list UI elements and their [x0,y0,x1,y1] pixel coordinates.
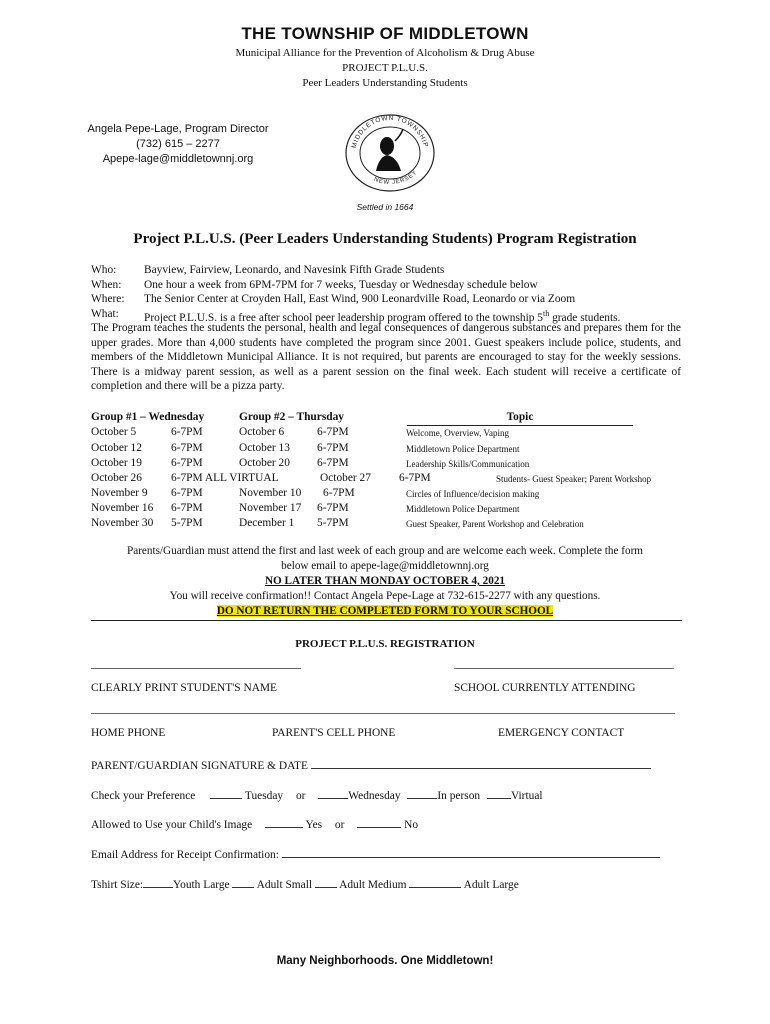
schedule-table [0,411,770,541]
info-label-what: What: [91,307,119,320]
preference-row [91,787,543,802]
schedule-g2-date: December 1 [239,517,295,529]
schedule-g2-date: October 27 [320,472,371,484]
schedule-g2-time: 6-7PM [317,426,349,438]
school-line[interactable] [454,668,674,669]
youth-large-option: Youth Large [173,879,230,891]
yes-option: Yes [305,819,323,831]
subtitle-project: PROJECT P.L.U.S. [342,62,428,74]
schedule-topic: Students- Guest Speaker; Parent Workshop [496,474,652,484]
email-label: Email Address for Receipt Confirmation: [91,849,279,861]
image-or: or [334,819,345,831]
contact-name: Angela Pepe-Lage, Program Director [87,123,269,135]
schedule-topic: Welcome, Overview, Vaping [406,428,509,438]
schedule-header-group2: Group #2 – Thursday [239,411,344,423]
in-person-blank[interactable] [407,787,437,799]
footer-slogan: Many Neighborhoods. One Middletown! [276,955,494,967]
school-label: SCHOOL CURRENTLY ATTENDING [454,682,636,694]
image-consent-label: Allowed to Use your Child's Image [91,819,253,831]
schedule-g1-time: 6-7PM ALL VIRTUAL [171,472,279,484]
wednesday-blank[interactable] [318,787,348,799]
notice-deadline: NO LATER THAN MONDAY OCTOBER 4, 2021 [264,575,506,587]
schedule-g1-date: October 26 [91,472,142,484]
no-blank[interactable] [357,816,401,828]
tuesday-blank[interactable] [210,787,242,799]
schedule-g2-time: 6-7PM [399,472,431,484]
contact-phone: (732) 615 – 2277 [136,138,220,150]
schedule-topic: Circles of Influence/decision making [406,489,540,499]
yes-blank[interactable] [265,816,303,828]
email-row [91,846,660,861]
page-title: THE TOWNSHIP OF MIDDLETOWN [241,24,529,43]
schedule-g1-date: November 9 [91,487,148,499]
schedule-g2-date: November 10 [239,487,302,499]
form-title: PROJECT P.L.U.S. REGISTRATION [295,638,475,650]
schedule-g1-time: 6-7PM [171,442,203,454]
schedule-g1-date: October 12 [91,442,142,454]
adult-large-blank[interactable] [409,876,461,888]
tshirt-label: Tshirt Size: [91,879,144,891]
emergency-contact-label: EMERGENCY CONTACT [498,727,625,739]
subtitle-peer-leaders: Peer Leaders Understanding Students [302,77,468,89]
schedule-g2-date: November 17 [239,502,302,514]
adult-medium-option: Adult Medium [339,879,407,891]
seal-top-text: MIDDLETOWN TOWNSHIP [350,114,430,149]
signature-field[interactable] [311,757,651,769]
registration-heading: Project P.L.U.S. (Peer Leaders Understanding Students) Program Registration [133,231,637,247]
phone-contact-line[interactable] [91,713,675,714]
schedule-topic: Leadership Skills/Communication [406,459,530,469]
schedule-topic: Middletown Police Department [406,444,520,454]
schedule-g2-time: 6-7PM [317,502,349,514]
schedule-g1-date: November 30 [91,517,154,529]
tuesday-option: Tuesday [244,790,284,802]
signature-row [91,757,651,772]
wednesday-option: Wednesday [348,790,401,802]
info-label-where: Where: [91,293,125,306]
schedule-g2-time: 5-7PM [317,517,349,529]
adult-small-blank[interactable] [232,876,254,888]
subtitle-alliance: Municipal Alliance for the Prevention of Alcoholism & Drug Abuse [235,47,535,59]
info-value-what: Project P.L.U.S. is a free after school peer leadership program offered to the township 5th grade students. [144,308,621,324]
in-person-option: In person [437,790,481,802]
settled-caption: Settled in 1664 [356,202,414,212]
image-consent-row [91,816,418,831]
divider [91,620,682,621]
schedule-g1-date: October 5 [91,426,137,438]
township-seal-icon [343,113,437,193]
schedule-header-topic: Topic [407,411,633,426]
schedule-g1-time: 6-7PM [171,502,203,514]
schedule-g2-date: October 20 [239,457,290,469]
contact-block [78,122,278,167]
adult-small-option: Adult Small [256,879,313,891]
adult-medium-blank[interactable] [315,876,337,888]
schedule-g2-time: 6-7PM [317,442,349,454]
student-name-label: CLEARLY PRINT STUDENT'S NAME [91,682,278,694]
preference-or: or [295,790,306,802]
notice-line1: Parents/Guardian must attend the first and last week of each group and are welcome each week. Complete the form [127,545,643,557]
schedule-topic: Guest Speaker, Parent Workshop and Celebration [406,519,584,529]
notice-confirm: You will receive confirmation!! Contact Angela Pepe-Lage at 732-615-2277 with any questions. [169,590,601,602]
notice-warning: DO NOT RETURN THE COMPLETED FORM TO YOUR SCHOOL [216,605,554,617]
schedule-g1-time: 6-7PM [171,426,203,438]
info-value-when: One hour a week from 6PM-7PM for 7 weeks, Tuesday or Wednesday schedule below [144,278,538,291]
schedule-g1-time: 6-7PM [171,487,203,499]
info-label-when: When: [91,278,122,291]
info-block [0,263,770,323]
schedule-g1-time: 6-7PM [171,457,203,469]
virtual-blank[interactable] [487,787,511,799]
info-value-who: Bayview, Fairview, Leonardo, and Navesink Fifth Grade Students [144,264,445,276]
notice-line2: below email to apepe-lage@middletownnj.org [281,560,489,572]
cell-phone-label: PARENT'S CELL PHONE [272,727,396,739]
home-phone-label: HOME PHONE [91,727,166,739]
virtual-option: Virtual [510,790,543,802]
schedule-g2-date: October 13 [239,442,290,454]
seal-bottom-text: NEW JERSEY [372,169,419,187]
email-field[interactable] [282,846,660,858]
contact-email: Apepe-lage@middletownnj.org [102,153,254,165]
preference-label: Check your Preference [91,790,196,802]
schedule-g2-date: October 6 [239,426,285,438]
schedule-g1-time: 5-7PM [171,517,203,529]
schedule-g2-time: 6-7PM [317,457,349,469]
info-label-who: Who: [91,264,117,276]
signature-label: PARENT/GUARDIAN SIGNATURE & DATE [91,760,308,772]
tshirt-row [91,876,519,891]
schedule-g1-date: October 19 [91,457,142,469]
program-description: The Program teaches the students the personal, health and legal consequences of dangerous substances and prepares them for the upper grades. More than 4,000 students have completed the program since 2001. Guest speakers include police, students, and members of the Middletown Municipal Alliance. It is not required, but parents are encouraged to stay for the weekly sessions. There is a midway parent session, as well as a parent session on the final week. Each student will receive a certificate of completion and there will be a pizza party. [91,322,681,393]
youth-large-blank[interactable] [143,876,173,888]
info-value-where: The Senior Center at Croyden Hall, East Wind, 900 Leonardville Road, Leonardo or via Zoom [144,293,576,306]
no-option: No [404,819,419,831]
schedule-topic: Middletown Police Department [406,504,520,514]
schedule-g1-date: November 16 [91,502,154,514]
adult-large-option: Adult Large [463,879,519,891]
schedule-g2-time: 6-7PM [323,487,355,499]
schedule-header-group1: Group #1 – Wednesday [91,411,205,423]
student-name-line[interactable] [91,668,301,669]
